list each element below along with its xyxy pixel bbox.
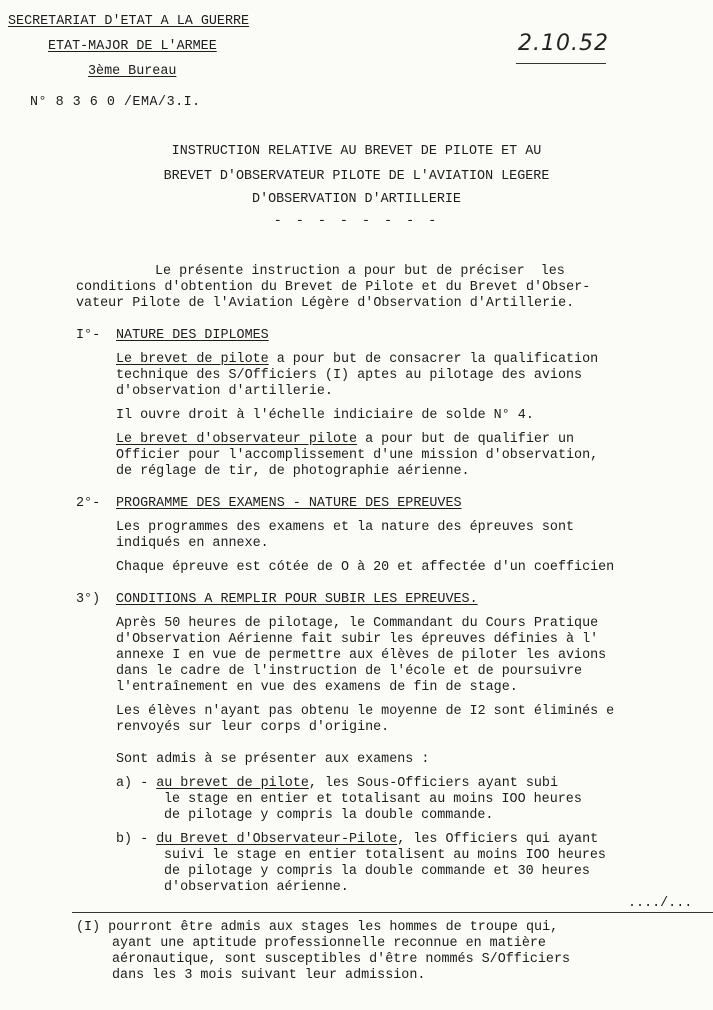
- section-1-para-2: Il ouvre droit à l'échelle indiciaire de solde N° 4.: [116, 408, 534, 423]
- section-1-para-3-line-3: de réglage de tir, de photographie aérienne.: [116, 464, 470, 479]
- section-1-para-3-line-2: Officier pour l'accomplissement d'une mission d'observation,: [116, 448, 599, 463]
- intro-line-3: vateur Pilote de l'Aviation Légère d'Observation d'Artillerie.: [76, 296, 575, 311]
- section-1-heading: NATURE DES DIPLOMES: [116, 328, 269, 343]
- footnote-line-1: (I) pourront être admis aux stages les hommes de troupe qui,: [76, 920, 559, 935]
- section-1-para-1-line-1: [116, 352, 598, 368]
- footnote-line-3: aéronautique, sont susceptibles d'être nommés S/Officiers: [112, 952, 571, 967]
- section-2-para-2: Chaque épreuve est cótée de O à 20 et affectée d'un coefficien: [116, 560, 615, 575]
- header-staff: ETAT-MAJOR DE L'ARMEE: [48, 39, 217, 54]
- section-3-heading: CONDITIONS A REMPLIR POUR SUBIR LES EPREUVES.: [116, 592, 478, 607]
- section-1-para-3-line-1: [116, 432, 574, 448]
- reference-number: N° 8 3 6 0 /EMA/3.I.: [30, 95, 201, 110]
- section-3-para-1-line-2: d'Observation Aérienne fait subir les épreuves définies à l': [116, 632, 599, 647]
- footnote-line-2: ayant une aptitude professionnelle reconnue en matière: [112, 936, 546, 951]
- section-2-para-1-line-1: Les programmes des examens et la nature des épreuves sont: [116, 520, 575, 535]
- item-b-line-4: d'observation aérienne.: [164, 880, 349, 895]
- item-b-marker: b) -: [116, 832, 157, 847]
- header-ministry: SECRETARIAT D'ETAT A LA GUERRE: [8, 14, 250, 29]
- term-du-brevet-observateur-pilote: du Brevet d'Observateur-Pilote: [156, 832, 398, 847]
- item-a-line-2: le stage en entier et totalisant au moins IOO heures: [164, 792, 582, 807]
- footnote-divider: [72, 912, 713, 913]
- section-1-para-1-text: a pour but de consacrer la qualification: [268, 352, 599, 367]
- section-1-para-1-line-3: d'observation d'artillerie.: [116, 384, 333, 399]
- intro-line-2: conditions d'obtention du Brevet de Pilote et du Brevet d'Obser-: [76, 280, 591, 295]
- section-3-number: 3°): [76, 592, 101, 607]
- section-2-para-1-line-2: indiqués en annexe.: [116, 536, 269, 551]
- header-bureau: 3ème Bureau: [88, 64, 177, 79]
- section-2-number: 2°-: [76, 496, 101, 511]
- section-3-para-1-line-3: annexe I en vue de permettre aux élèves de piloter les avions: [116, 648, 607, 663]
- item-b-line-2: suivi le stage en entier totalisent au moins IOO heures: [164, 848, 606, 863]
- handwritten-date: 2.10.52: [518, 31, 609, 56]
- term-brevet-de-pilote: Le brevet de pilote: [116, 352, 269, 367]
- item-a-line-1: [116, 776, 558, 792]
- document-title-line-2: BREVET D'OBSERVATEUR PILOTE DE L'AVIATION LEGERE: [163, 169, 550, 184]
- item-a-line-3: de pilotage y compris la double commande.: [164, 808, 494, 823]
- title-dashes: - - - - - - - -: [273, 214, 440, 229]
- document-title-line-3: D'OBSERVATION D'ARTILLERIE: [252, 192, 461, 207]
- section-3-para-3: Sont admis à se présenter aux examens :: [116, 752, 430, 767]
- item-a-marker: a) -: [116, 776, 157, 791]
- section-1-para-1-line-2: technique des S/Officiers (I) aptes au pilotage des avions: [116, 368, 583, 383]
- section-1-number: I°-: [76, 328, 101, 343]
- intro-line-1: Le présente instruction a pour but de préciser les: [155, 264, 565, 279]
- item-b-text: , les Officiers qui ayant: [397, 832, 599, 847]
- footnote-line-4: dans les 3 mois suivant leur admission.: [112, 968, 426, 983]
- section-1-para-3-text: a pour but de qualifier un: [357, 432, 575, 447]
- term-brevet-observateur-pilote: Le brevet d'observateur pilote: [116, 432, 358, 447]
- document-title-line-1: INSTRUCTION RELATIVE AU BREVET DE PILOTE ET AU: [171, 144, 542, 159]
- item-a-text: , les Sous-Officiers ayant subi: [308, 776, 558, 791]
- section-3-para-2-line-2: renvoyés sur leur corps d'origine.: [116, 720, 390, 735]
- item-b-line-1: [116, 832, 598, 848]
- section-3-para-1-line-5: l'entraînement en vue des examens de fin de stage.: [116, 680, 518, 695]
- item-b-line-3: de pilotage y compris la double commande et 30 heures: [164, 864, 590, 879]
- section-3-para-2-line-1: Les élèves n'ayant pas obtenu le moyenne de I2 sont éliminés e: [116, 704, 615, 719]
- section-3-para-1-line-1: Après 50 heures de pilotage, le Commandant du Cours Pratique: [116, 616, 599, 631]
- section-3-para-1-line-4: dans le cadre de l'instruction de l'école et de poursuivre: [116, 664, 583, 679]
- term-au-brevet-de-pilote: au brevet de pilote: [156, 776, 309, 791]
- continuation-mark: ..../...: [628, 896, 693, 911]
- handwritten-underline: [516, 63, 606, 64]
- section-2-heading: PROGRAMME DES EXAMENS - NATURE DES EPREUVES: [116, 496, 462, 511]
